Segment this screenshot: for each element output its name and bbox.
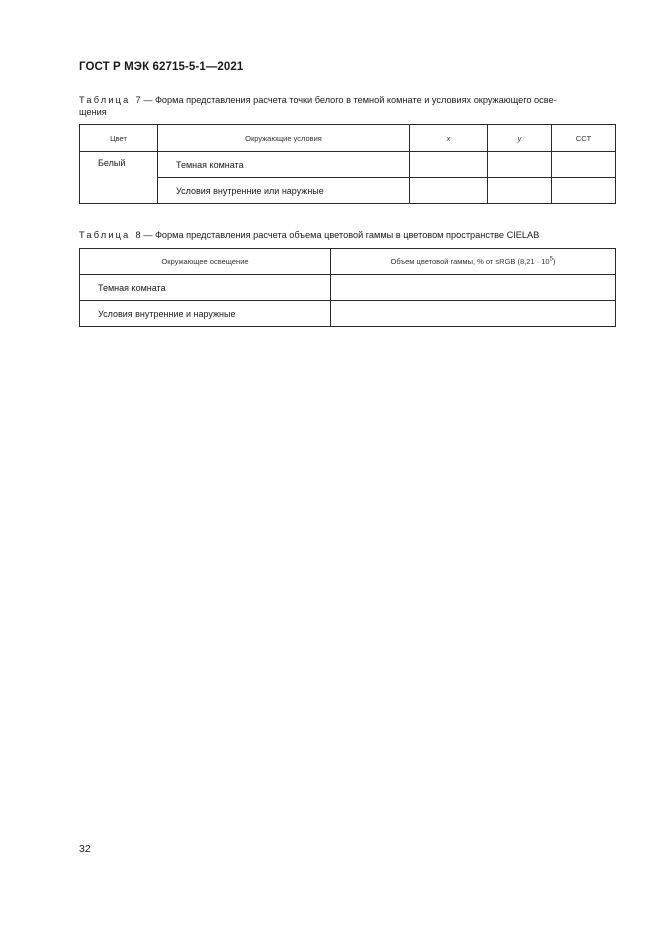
table-row (80, 301, 616, 327)
table-row (80, 178, 616, 204)
table8-row-indoor-outdoor: Условия внутренние и наружные (80, 301, 331, 327)
table7-cell-y (488, 152, 552, 178)
table7-caption-continuation: щения (79, 107, 107, 117)
table-row (80, 275, 616, 301)
table7-caption (79, 94, 615, 118)
table8-header-close-paren: ) (552, 257, 556, 266)
table7-cell-cct (552, 152, 616, 178)
table7-cell-x (410, 178, 488, 204)
table7-cell-cct (552, 178, 616, 204)
table7-caption-label: Таблица (79, 95, 131, 105)
table-row (80, 152, 616, 178)
table8-row-dark-room: Темная комната (80, 275, 331, 301)
standard-designation: ГОСТ Р МЭК 62715-5-1—2021 (79, 61, 244, 73)
table8-caption-text: 8 — Форма представления расчета объема цветовой гаммы в цветовом пространстве CIELAB (135, 230, 540, 240)
table8-header-gamut-volume (331, 249, 616, 275)
table-8 (79, 248, 616, 327)
table7-header-row (80, 125, 616, 152)
table8-header-row (80, 249, 616, 275)
table7-condition-dark-room: Темная комната (158, 152, 410, 178)
table8-caption-label: Таблица (79, 230, 131, 240)
table-7 (79, 124, 616, 204)
table7-header-color: Цвет (80, 125, 158, 152)
table7-header-cct: CCT (552, 125, 616, 152)
table8-header-exponent: 5 (549, 256, 553, 263)
table8-caption (79, 229, 615, 241)
table7-condition-indoor-outdoor: Условия внутренние или наружные (158, 178, 410, 204)
table7-cell-y (488, 178, 552, 204)
table8-cell-value (331, 301, 616, 327)
table8-header-gamut-text: Объем цветовой гаммы, % от sRGB (8,21 · 10 (390, 257, 550, 266)
table7-header-y: y (488, 125, 552, 152)
table7-header-conditions: Окружающие условия (158, 125, 410, 152)
table7-header-x: x (410, 125, 488, 152)
table8-header-lighting: Окружающее освещение (80, 249, 331, 275)
table7-color-cell: Белый (80, 152, 158, 204)
table7-cell-x (410, 152, 488, 178)
table8-cell-value (331, 275, 616, 301)
page-number: 32 (79, 843, 91, 855)
table7-caption-text: 7 — Форма представления расчета точки белого в темной комнате и условиях окружающего осве- (135, 95, 557, 105)
